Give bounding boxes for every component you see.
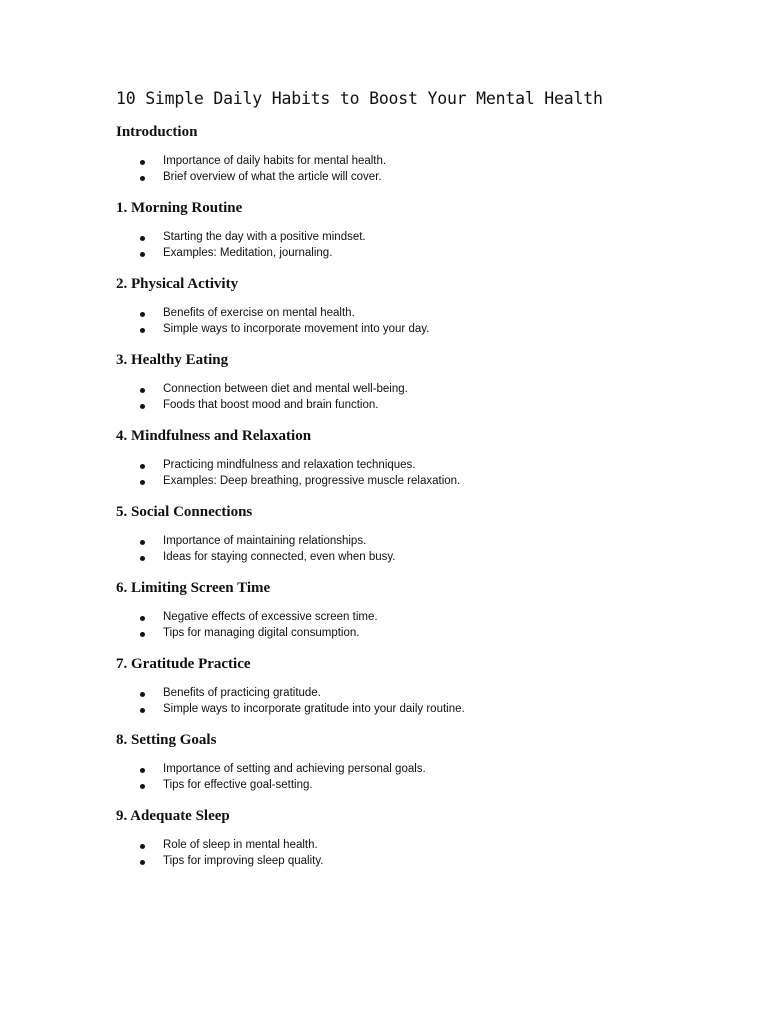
- list-item-text: Practicing mindfulness and relaxation techniques.: [163, 459, 416, 471]
- list-item: [116, 382, 736, 398]
- section: [116, 426, 736, 489]
- bullet-list: [116, 230, 736, 261]
- list-item-text: Examples: Meditation, journaling.: [163, 246, 333, 259]
- section-heading: 8. Setting Goals: [116, 732, 217, 748]
- list-item: [116, 322, 736, 338]
- section-heading: 6. Limiting Screen Time: [116, 580, 271, 596]
- list-item: [116, 550, 736, 566]
- bullet-list: [116, 534, 736, 565]
- section: [116, 350, 736, 413]
- list-item: [116, 702, 736, 718]
- section-heading: Introduction: [116, 124, 198, 140]
- section: [116, 730, 736, 793]
- bullet-dot-icon: [140, 160, 145, 165]
- bullet-list: [116, 762, 736, 793]
- list-item-text: Negative effects of excessive screen time.: [163, 611, 378, 623]
- bullet-dot-icon: [140, 328, 145, 333]
- bullet-list: [116, 838, 736, 869]
- bullet-list: [116, 154, 736, 185]
- list-item-text: Brief overview of what the article will cover.: [163, 170, 382, 183]
- section-heading: 7. Gratitude Practice: [116, 656, 251, 672]
- section-heading: 1. Morning Routine: [116, 200, 243, 216]
- section-heading: 3. Healthy Eating: [116, 352, 229, 368]
- bullet-dot-icon: [140, 464, 145, 469]
- list-item-text: Starting the day with a positive mindset.: [163, 231, 366, 243]
- list-item-text: Importance of setting and achieving personal goals.: [163, 763, 426, 775]
- bullet-dot-icon: [140, 404, 145, 409]
- section-heading: 4. Mindfulness and Relaxation: [116, 428, 312, 444]
- bullet-dot-icon: [140, 708, 145, 713]
- list-item-text: Tips for effective goal-setting.: [163, 778, 313, 791]
- bullet-list: [116, 610, 736, 641]
- section: [116, 654, 736, 717]
- bullet-dot-icon: [140, 784, 145, 789]
- list-item: [116, 474, 736, 490]
- list-item: [116, 398, 736, 414]
- bullet-list: [116, 458, 736, 489]
- bullet-dot-icon: [140, 252, 145, 257]
- bullet-dot-icon: [140, 540, 145, 545]
- list-item: [116, 534, 736, 550]
- bullet-dot-icon: [140, 556, 145, 561]
- list-item-text: Connection between diet and mental well-being.: [163, 383, 408, 395]
- bullet-dot-icon: [140, 388, 145, 393]
- list-item: [116, 170, 736, 186]
- bullet-dot-icon: [140, 236, 145, 241]
- bullet-list: [116, 306, 736, 337]
- list-item: [116, 306, 736, 322]
- list-item: [116, 838, 736, 854]
- section: [116, 122, 736, 185]
- section: [116, 274, 736, 337]
- list-item-text: Importance of daily habits for mental health.: [163, 155, 387, 167]
- section: [116, 502, 736, 565]
- bullet-dot-icon: [140, 860, 145, 865]
- list-item: [116, 762, 736, 778]
- bullet-dot-icon: [140, 312, 145, 317]
- section: [116, 578, 736, 641]
- bullet-dot-icon: [140, 616, 145, 621]
- bullet-dot-icon: [140, 176, 145, 181]
- document-page: [116, 86, 736, 869]
- bullet-dot-icon: [140, 768, 145, 773]
- list-item-text: Simple ways to incorporate movement into your day.: [163, 322, 430, 335]
- list-item-text: Tips for managing digital consumption.: [163, 626, 360, 639]
- section-heading: 5. Social Connections: [116, 504, 253, 520]
- bullet-dot-icon: [140, 632, 145, 637]
- list-item-text: Foods that boost mood and brain function.: [163, 398, 379, 411]
- list-item-text: Benefits of exercise on mental health.: [163, 307, 355, 319]
- list-item-text: Tips for improving sleep quality.: [163, 854, 324, 867]
- list-item-text: Simple ways to incorporate gratitude into your daily routine.: [163, 702, 465, 715]
- section: [116, 806, 736, 869]
- bullet-list: [116, 382, 736, 413]
- section-heading: 2. Physical Activity: [116, 276, 239, 292]
- document-title: 10 Simple Daily Habits to Boost Your Mental Health: [116, 89, 603, 108]
- list-item: [116, 230, 736, 246]
- list-item: [116, 626, 736, 642]
- bullet-dot-icon: [140, 692, 145, 697]
- list-item: [116, 686, 736, 702]
- section-heading: 9. Adequate Sleep: [116, 808, 230, 824]
- bullet-list: [116, 686, 736, 717]
- list-item: [116, 458, 736, 474]
- list-item-text: Ideas for staying connected, even when busy.: [163, 550, 396, 563]
- bullet-dot-icon: [140, 480, 145, 485]
- list-item: [116, 246, 736, 262]
- document-sections: [116, 122, 736, 869]
- list-item: [116, 610, 736, 626]
- list-item: [116, 778, 736, 794]
- list-item: [116, 854, 736, 870]
- list-item-text: Benefits of practicing gratitude.: [163, 687, 321, 699]
- list-item-text: Importance of maintaining relationships.: [163, 535, 367, 547]
- list-item-text: Role of sleep in mental health.: [163, 839, 318, 851]
- bullet-dot-icon: [140, 844, 145, 849]
- list-item: [116, 154, 736, 170]
- section: [116, 198, 736, 261]
- list-item-text: Examples: Deep breathing, progressive muscle relaxation.: [163, 474, 461, 487]
